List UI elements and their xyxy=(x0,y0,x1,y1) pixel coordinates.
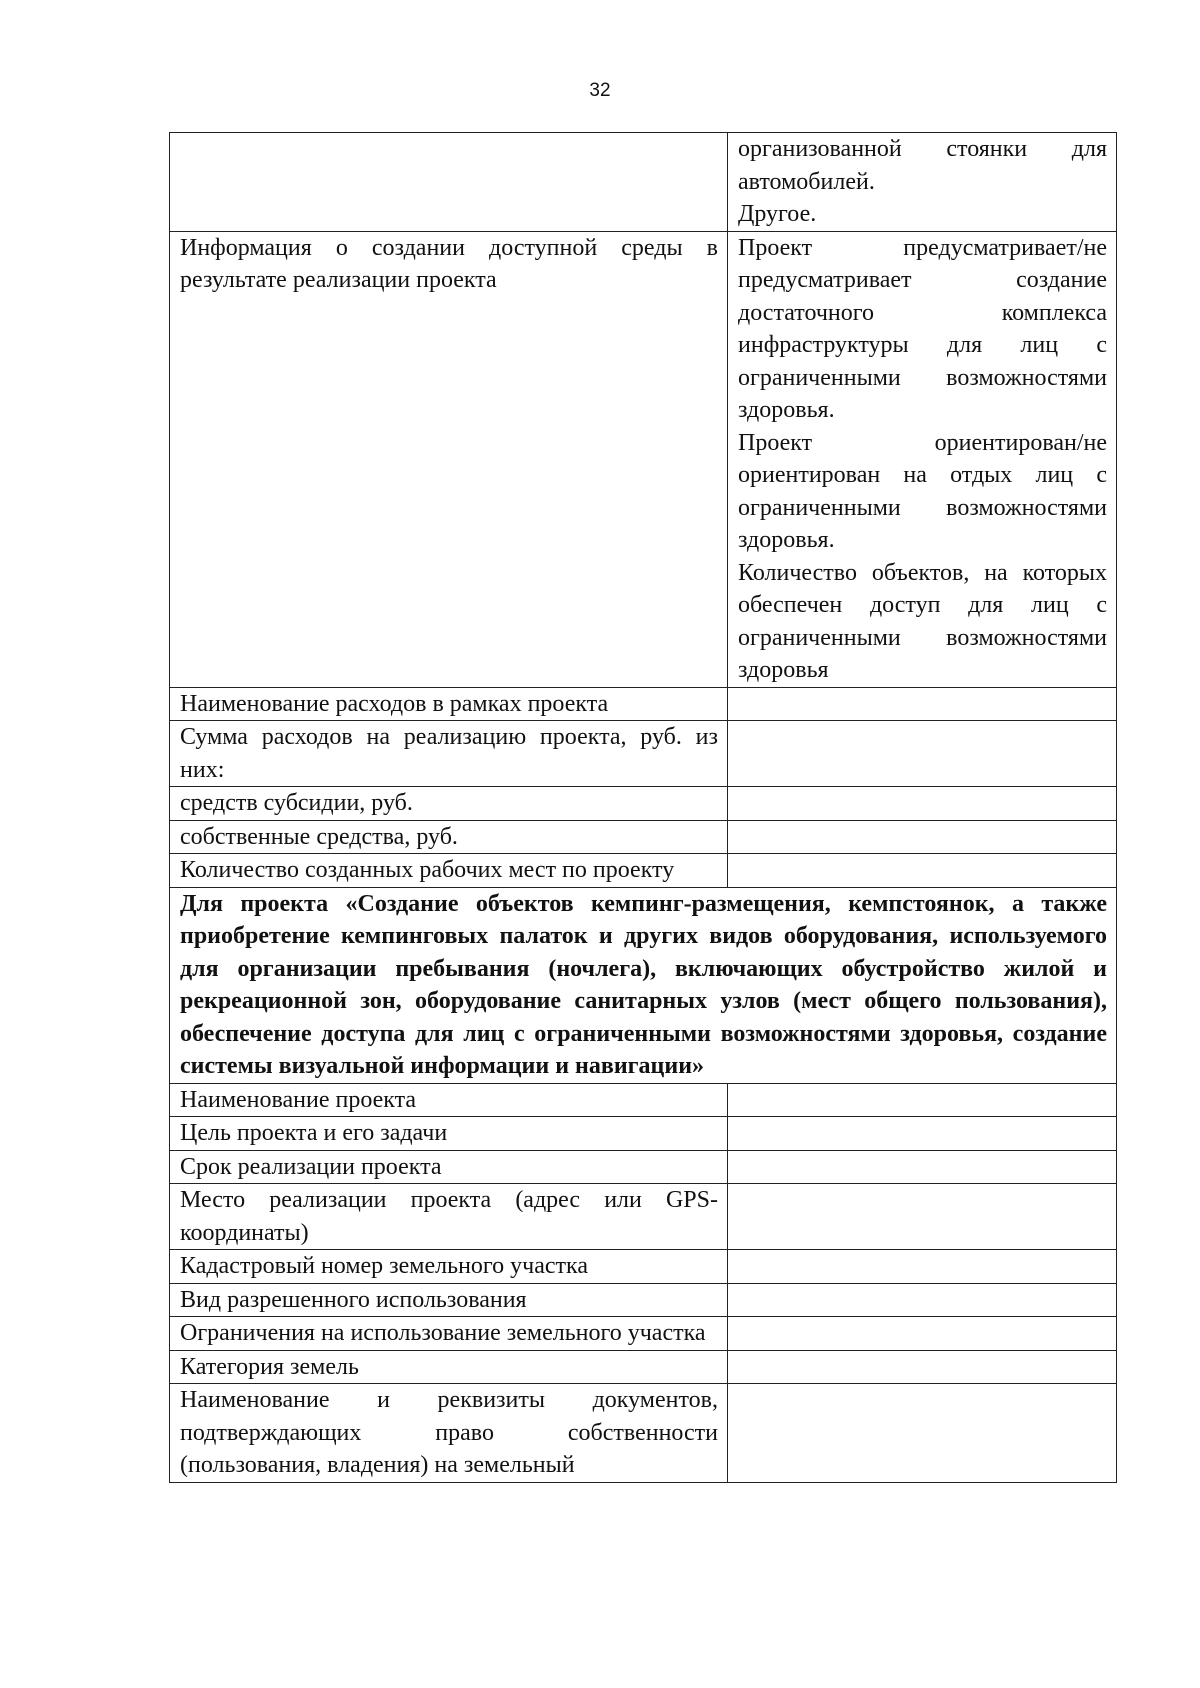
table-row xyxy=(170,1150,1117,1184)
table-row xyxy=(170,1250,1117,1284)
value-cell xyxy=(728,231,1117,687)
value-cell[interactable] xyxy=(728,1283,1117,1317)
value-cell[interactable] xyxy=(728,1350,1117,1384)
value-cell[interactable] xyxy=(728,1150,1117,1184)
label-cell: собственные средства, руб. xyxy=(170,820,728,854)
value-cell[interactable] xyxy=(728,1317,1117,1351)
continued-value-cell xyxy=(728,133,1117,232)
label-cell: Наименование и реквизиты документов, подтверждающих право собственности (пользования, владения) на земельный xyxy=(170,1384,728,1483)
value-paragraph: Количество объектов, на которых обеспечен доступ для лиц с ограниченными возможностями здоровья xyxy=(738,559,1107,683)
label-cell: Сумма расходов на реализацию проекта, руб. из них: xyxy=(170,721,728,787)
value-cell[interactable] xyxy=(728,1250,1117,1284)
value-cell[interactable] xyxy=(728,1184,1117,1250)
label-cell: Наименование проекта xyxy=(170,1083,728,1117)
label-cell: Ограничения на использование земельного участка xyxy=(170,1317,728,1351)
label-cell: Категория земель xyxy=(170,1350,728,1384)
label-cell: Информация о создании доступной среды в результате реализации проекта xyxy=(170,231,728,687)
continued-line: Другое. xyxy=(738,201,817,227)
section-heading-row xyxy=(170,887,1117,1083)
value-paragraph: Проект ориентирован/не ориентирован на отдых лиц с ограниченными возможностями здоровья. xyxy=(738,429,1107,553)
label-cell: Вид разрешенного использования xyxy=(170,1283,728,1317)
value-cell[interactable] xyxy=(728,854,1117,888)
table-row xyxy=(170,787,1117,821)
value-cell[interactable] xyxy=(728,721,1117,787)
page-number: 32 xyxy=(589,80,611,101)
label-cell: Наименование расходов в рамках проекта xyxy=(170,687,728,721)
table-row-continued xyxy=(170,133,1117,232)
value-paragraph: Проект предусматривает/не предусматривает создание достаточного комплекса инфраструктуры для лиц с ограниченными возможностями здоровья. xyxy=(738,234,1107,423)
empty-label-cell xyxy=(170,133,728,232)
label-cell: средств субсидии, руб. xyxy=(170,787,728,821)
table-row xyxy=(170,1184,1117,1250)
table-row xyxy=(170,854,1117,888)
project-info-table xyxy=(169,132,1117,1483)
label-cell: Кадастровый номер земельного участка xyxy=(170,1250,728,1284)
table-row xyxy=(170,1384,1117,1483)
table-row xyxy=(170,1317,1117,1351)
value-cell[interactable] xyxy=(728,1117,1117,1151)
value-cell[interactable] xyxy=(728,1384,1117,1483)
value-cell[interactable] xyxy=(728,820,1117,854)
value-cell[interactable] xyxy=(728,1083,1117,1117)
value-cell[interactable] xyxy=(728,687,1117,721)
table-row-accessible-env xyxy=(170,231,1117,687)
table-row xyxy=(170,1117,1117,1151)
table-row xyxy=(170,1083,1117,1117)
table-row xyxy=(170,721,1117,787)
table-row xyxy=(170,820,1117,854)
table-row xyxy=(170,687,1117,721)
label-cell: Цель проекта и его задачи xyxy=(170,1117,728,1151)
value-cell[interactable] xyxy=(728,787,1117,821)
continued-line: организованной стоянки для автомобилей. xyxy=(738,136,1107,195)
label-cell: Место реализации проекта (адрес или GPS-координаты) xyxy=(170,1184,728,1250)
table-row xyxy=(170,1350,1117,1384)
label-cell: Количество созданных рабочих мест по проекту xyxy=(170,854,728,888)
table-row xyxy=(170,1283,1117,1317)
label-cell: Срок реализации проекта xyxy=(170,1150,728,1184)
section-heading: Для проекта «Создание объектов кемпинг-размещения, кемпстоянок, а также приобретение кемпинговых палаток и других видов оборудования, используемого для организации пребывания (ночлега), включающих обустройство жилой и рекреационной зон, оборудование санитарных узлов (мест общего пользования), обеспечение доступа для лиц с ограниченными возможностями здоровья, создание системы визуальной информации и навигации» xyxy=(170,887,1117,1083)
